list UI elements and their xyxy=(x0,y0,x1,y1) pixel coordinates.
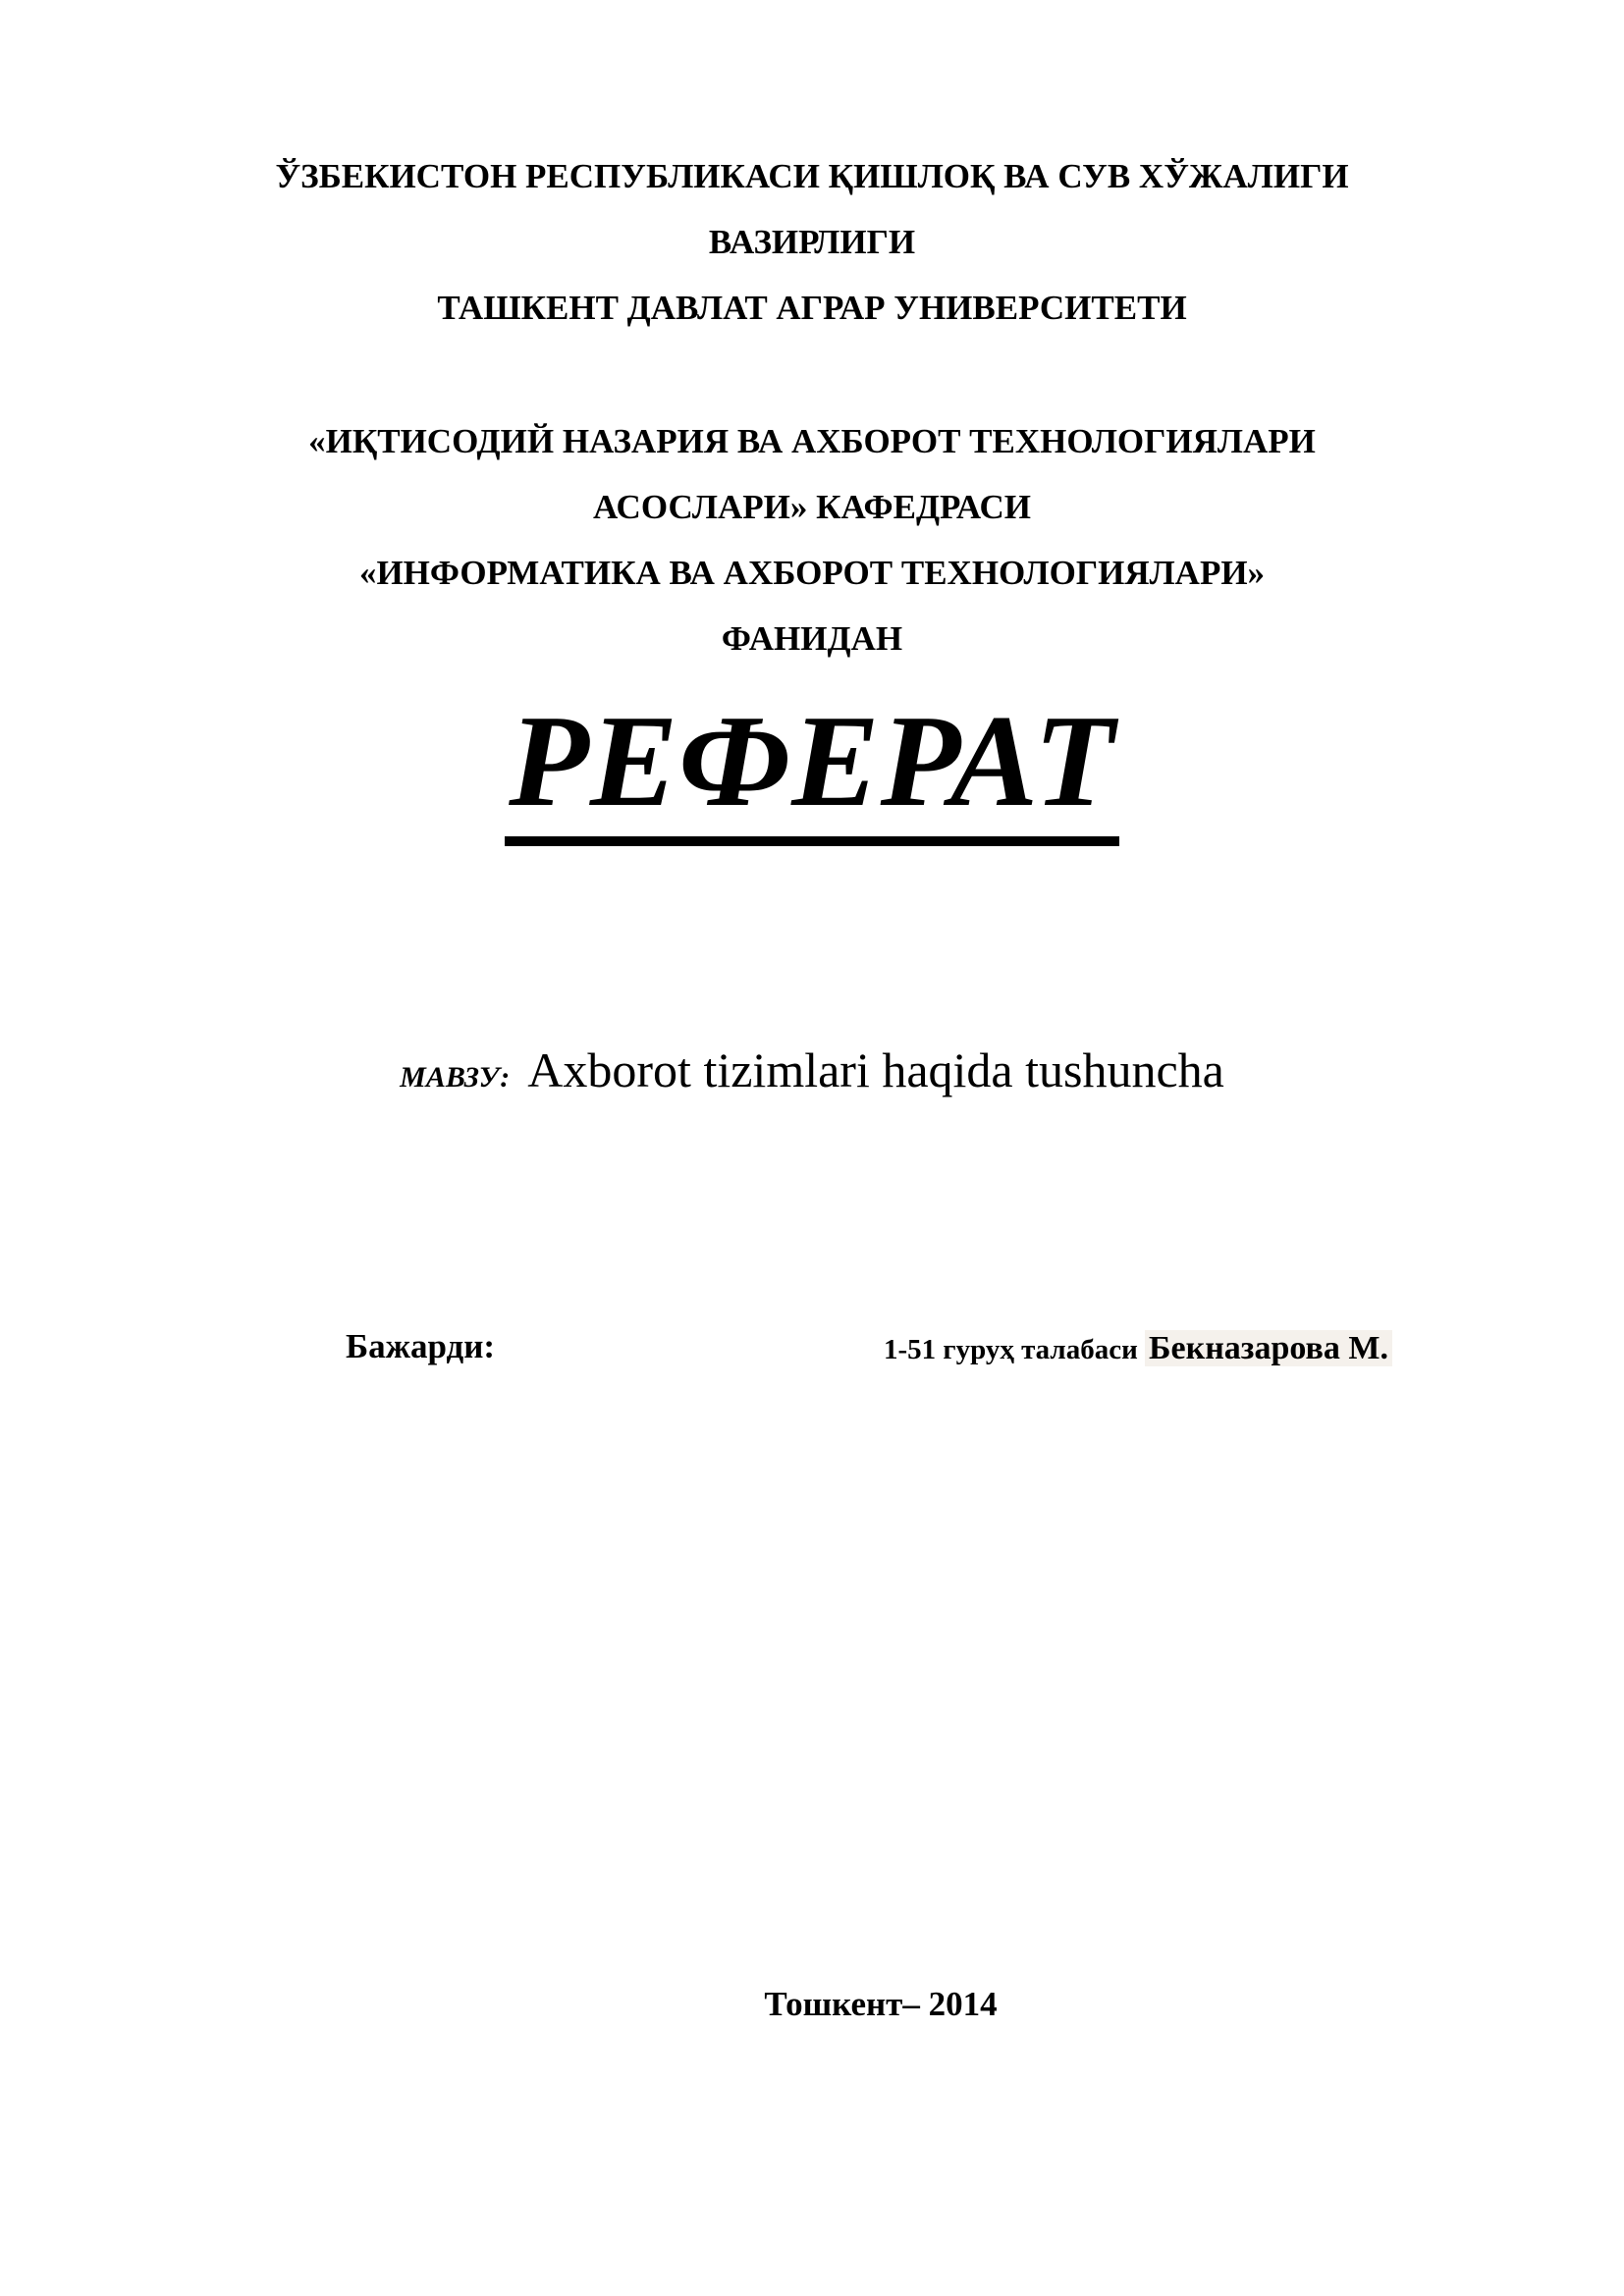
department-line-1: «ИҚТИСОДИЙ НАЗАРИЯ ВА АХБОРОТ ТЕХНОЛОГИЯЛАРИ xyxy=(308,422,1316,460)
ministry-line-1: ЎЗБЕКИСТОН РЕСПУБЛИКАСИ ҚИШЛОҚ ВА СУВ ХЎЖАЛИГИ xyxy=(275,157,1349,195)
performer-info xyxy=(884,1327,1392,1371)
subject-line-2: ФАНИДАН xyxy=(721,619,903,658)
university-name: ТАШКЕНТ ДАВЛАТ АГРАР УНИВЕРСИТЕТИ xyxy=(437,289,1187,327)
city-year: Тошкент– 2014 xyxy=(764,1985,998,2023)
performer-label: Бажарди: xyxy=(346,1327,496,1365)
topic-line xyxy=(0,1041,1624,1112)
topic-value: Axborot tizimlari haqida tushuncha xyxy=(527,1042,1224,1097)
ministry-line-2: ВАЗИРЛИГИ xyxy=(708,223,916,261)
topic-label: МАВЗУ: xyxy=(400,1061,511,1094)
department-line-2: АСОСЛАРИ» КАФЕДРАСИ xyxy=(593,488,1031,526)
document-type-text: РЕФЕРАТ xyxy=(505,687,1119,846)
performer-name: Бекназарова М. xyxy=(1145,1330,1392,1366)
performer-group: 1-51 гуруҳ талабаси xyxy=(884,1334,1138,1365)
document-type-heading xyxy=(0,687,1624,846)
subject-line-1: «ИНФОРМАТИКА ВА АХБОРОТ ТЕХНОЛОГИЯЛАРИ» xyxy=(358,554,1266,592)
